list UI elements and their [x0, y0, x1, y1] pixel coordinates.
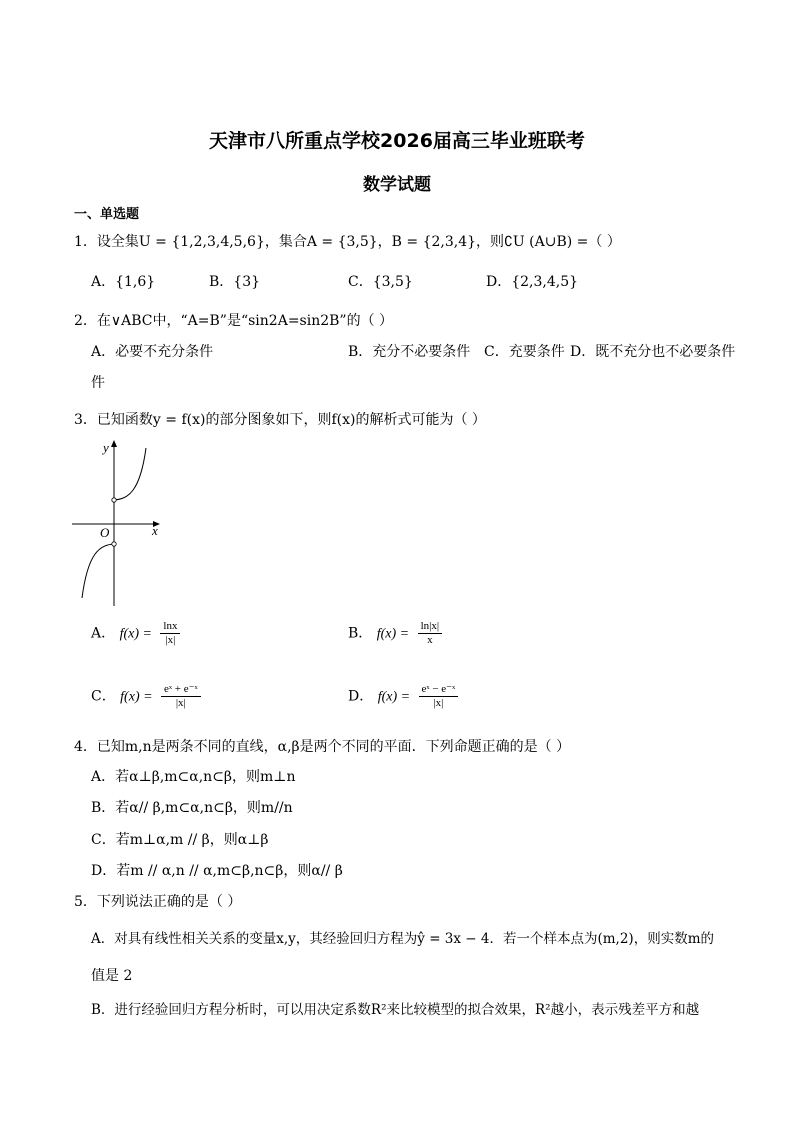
section-heading: 一、单选题 — [74, 207, 140, 222]
q4-stem: 4．已知m,n是两条不同的直线，α,β是两个不同的平面．下列命题正确的是（ ） — [74, 739, 571, 755]
q1-option-b: B．{3} — [209, 274, 261, 290]
option-label: A． — [91, 625, 116, 642]
curve-left-branch — [82, 544, 114, 598]
q2-stem: 2．在∨ABC中，“A=B”是“sin2A=sin2B”的（ ） — [74, 313, 394, 329]
open-point-upper — [112, 498, 116, 502]
q5-option-a-line1: A．对具有线性相关关系的变量x,y，其经验回归方程为ŷ = 3x − 4．若一个样本点为(m,2)，则实数m的 — [91, 931, 715, 947]
q4-option-c: C．若m⊥α,m // β，则α⊥β — [91, 832, 269, 848]
option-fraction — [418, 620, 442, 647]
exam-subtitle: 数学试题 — [363, 175, 431, 195]
q4-option-d: D．若m // α,n // α,m⊂β,n⊂β，则α// β — [91, 863, 343, 879]
q4-option-b: B．若α// β,m⊂α,n⊂β，则m//n — [91, 800, 293, 816]
option-fraction — [419, 683, 459, 710]
q1-option-c: C．{3,5} — [348, 274, 413, 290]
q1-option-a: A．{1,6} — [91, 274, 156, 290]
open-point-lower — [112, 542, 116, 546]
q2-option-b: B．充分不必要条件 — [348, 344, 471, 360]
q1-stem: 1．设全集U = {1,2,3,4,5,6}，集合A = {3,5}，B = {2,3,4}，则∁U (A∪B) =（ ） — [74, 234, 621, 250]
axis-label-x: x — [152, 523, 158, 538]
option-lhs: f(x) = — [376, 626, 410, 642]
q5-option-b-line1: B．进行经验回归方程分析时，可以用决定系数R²来比较模型的拟合效果，R²越小，表示残差平方和越 — [91, 1002, 700, 1018]
q5-stem: 5．下列说法正确的是（ ） — [74, 894, 242, 910]
q3-option-b — [348, 620, 442, 647]
fraction-denominator: |x| — [165, 634, 176, 646]
fraction-numerator: eˣ + e⁻ˣ — [161, 683, 201, 697]
y-axis-arrow — [111, 440, 117, 447]
fraction-numerator: ln|x| — [418, 620, 442, 634]
origin-label: O — [100, 525, 110, 540]
q5-option-a-line2: 值是 2 — [91, 968, 133, 984]
q2-option-c: C．充要条件 — [484, 344, 565, 360]
fraction-denominator: |x| — [175, 697, 186, 709]
option-lhs: f(x) = — [120, 689, 153, 705]
q3-option-a — [91, 620, 180, 647]
option-lhs: f(x) = — [377, 689, 411, 705]
q1-option-d: D．{2,3,4,5} — [486, 274, 579, 290]
curve-right-branch — [114, 448, 146, 500]
option-fraction — [161, 683, 201, 710]
option-label: D． — [348, 688, 374, 705]
fraction-numerator: eˣ − e⁻ˣ — [419, 683, 459, 697]
fraction-denominator: |x| — [433, 697, 444, 709]
q4-option-a: A．若α⊥β,m⊂α,n⊂β，则m⊥n — [91, 769, 296, 785]
q3-stem: 3．已知函数y = f(x)的部分图象如下，则f(x)的解析式可能为（ ） — [74, 412, 486, 428]
option-lhs: f(x) = — [119, 626, 152, 642]
q2-option-d: D．既不充分也不必要条件 — [570, 344, 736, 360]
q3-option-d — [348, 683, 458, 710]
q2-option-a: A．必要不充分条件 — [91, 344, 214, 360]
option-label: C． — [91, 688, 116, 705]
q3-function-graph — [70, 438, 170, 608]
option-fraction — [160, 620, 180, 647]
q3-option-c — [91, 683, 201, 710]
q2-option-d-wrap: 件 — [91, 375, 105, 391]
exam-title: 天津市八所重点学校2026届高三毕业班联考 — [209, 130, 585, 152]
option-label: B． — [348, 625, 373, 642]
fraction-numerator: lnx — [160, 620, 180, 634]
fraction-denominator: x — [427, 634, 433, 646]
axis-label-y: y — [103, 440, 109, 455]
